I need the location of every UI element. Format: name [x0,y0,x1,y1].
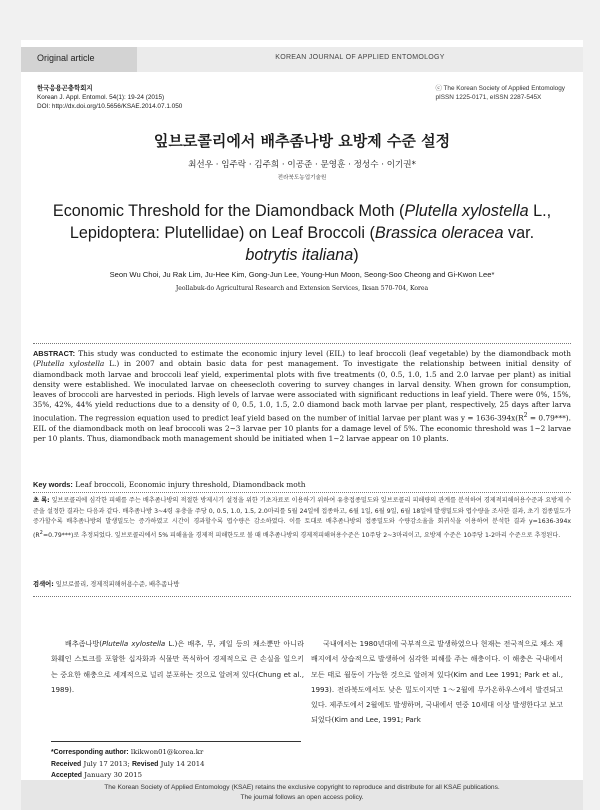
korean-keywords-label: 검색어: [33,581,54,588]
divider [33,596,571,597]
corresponding-email[interactable]: lkikwon01@korea.kr [128,748,204,756]
journal-korean-name: 한국응용곤충학회지 [37,85,93,92]
journal-name-bar [137,47,583,72]
copyright: ⓒ The Korean Society of Applied Entomology [435,85,565,92]
article-type: Original article [37,53,95,63]
english-affiliation: Jeollabuk-do Agricultural Research and Extension Services, Iksan 570-704, Korea [175,285,429,292]
abstract-label: ABSTRACT: [33,349,76,358]
korean-keywords: 검색어: 잎브로콜리, 경제적피해허용수준, 배추좀나방 [33,581,180,588]
korean-authors: 최선우 · 임주락 · 김주희 · 이공준 · 문영훈 · 정성수 · 이기권* [188,160,416,170]
footer-line-2: The journal follows an open access policy. [240,794,364,801]
copyright-footer [21,780,583,810]
article-type-tab [21,47,137,72]
citation-block [37,84,182,111]
issn: pISSN 1225-0171, eISSN 2287-545X [435,94,542,101]
divider [33,343,571,344]
abstract: ABSTRACT: This study was conducted to estimate the economic injury level (EIL) to leaf broccoli (leaf vegetable) by the diamondback moth (Plutella xylostella L.) in 2007 and obtain basic data for pest management. To investigate the relationship between initial density of diamondback moth larvae and broccoli leaf yield, experimental plots with five treatments (0, 0.5, 1.0, 1.5 and 2.0 larvae per plant) as initial density were established. We inoculated larvae on cheesecloth covering to survey changes in larval density. When grown for consumption, leaves of broccoli are harvested in periods. High levels of larvae were associated with significant reductions in leaf yield. There were 0%, 15%, 35%, 42%, 44% yield reductions due to a density of 0, 0.5, 1.0, 1.5, 2.0 diamond back moth larvae per plant, respectively, 25 days after larva inoculation. The regression equation used to predict leaf yield based on the number of initial larvae per plant was $y = 1636-394x(R^2 = 0.79***)$. EIL of the diamondback moth on leaf broccoli was 2~3 larvae per 10 plants for a damage level of 5%. The economic threshold was 1~2 larvae per 10 plants. Thus, diamondback moth management should be initiated when 1~2 larvae appear on 10 plants. [33,349,571,443]
body-column-right: 국내에서는 1980년대에 국부적으로 발생하였으나 현재는 전국적으로 채소 재배지에서 상습적으로 발생하여 심각한 피해를 주는 해충이다. 이 해충은 국내에서 모든 태로 월동이 가능한 것으로 알려져 있다(Kim and Lee 1991; Park et al., 1993). 전라북도에서도 낮은 밀도이지만 1～2월에 무가온하우스에서 발견되고 있다. 제주도에서 2월에도 발생하며, 국내에서 연중 10세대 이상 발생한다고 보고되었다(Kim and Lee, 1991; Park [311,639,563,725]
korean-abstract-label: 초 록: [33,497,50,504]
divider [33,492,571,493]
footer-line-1: The Korean Society of Applied Entomology (KSAE) retains the exclusive copyright to reproduce and distribute for all KSAE publications. [104,784,500,791]
journal-header [21,47,583,72]
korean-affiliation: 전라북도농업기술원 [277,175,327,181]
keywords: Key words: Leaf broccoli, Economic injury threshold, Diamondback moth [33,480,306,489]
correspondence-box: *Corresponding author: lkikwon01@korea.kr Received July 17 2013; Revised July 14 2014 Accepted January 30 2015 [51,741,301,782]
corresponding-author-label: *Corresponding author: [51,749,129,756]
doi-link[interactable]: DOI: http://dx.doi.org/10.5656/KSAE.2014.07.1.050 [37,103,183,110]
english-authors: Seon Wu Choi, Ju Rak Lim, Ju-Hee Kim, Gong-Jun Lee, Young-Hun Moon, Seong-Soo Cheong and Gi-Kwon Lee* [109,270,495,279]
korean-title: 잎브로콜리에서 배추좀나방 요방제 수준 설정 [153,132,451,150]
article-page [21,40,583,801]
korean-abstract: 초 록: 잎브로콜리에 심각한 피해를 주는 배추좀나방의 적절한 방제시기 설정을 위한 기초자료로 이용하기 위하여 유충접종밀도와 잎브로콜리 피해량의 관계를 분석하여 경제적피해허용수준과 요방제 수준을 설정한 결과는 다음과 같다. 배추좀나방 3~4령 유충을 주당 0, 0.5, 1.0, 1.5, 2.0마리를 5월 24일에 접종하고, 6월 1일, 6월 9일, 6월 18일에 발생밀도와 엽수량을 조사한 결과, 초기 접종밀도가 증가할수록 배추좀나방의 발생밀도는 증가하였고 시간이 경과할수록 엽수량은 감소하였다. 이를 토대로 배추좀나방의 접종밀도와 수량감소율을 회귀식을 이용하여 분석한 결과 y=1636-394x $(R^2=0.79***)$로 추정되었다. 잎브로콜리에서 5% 피해율을 경제적 피해한도로 볼 때 배추좀나방의 경제적피해허용수준은 10주당 2~3마리이고, 요방제 수준은 10주당 1-2마리 수준으로 추정된다. [33,497,571,539]
english-title: Economic Threshold for the Diamondback Moth (Plutella xylostella L., Lepidoptera: Plutellidae) on Leaf Broccoli (Brassica oleracea var. botrytis italiana) [52,202,552,264]
citation: Korean J. Appl. Entomol. 54(1): 19-24 (2015) [37,94,165,101]
body-column-left: 배추좀나방(Plutella xylostella L.)은 배추, 무, 케일 등의 채소뿐만 아니라 화훼인 스토크를 포함한 십자화과 식물만 폭식하여 경제적으로 큰 손실을 일으키는 중요한 해충으로 세계적으로 널리 분포하는 것으로 알려져 있다(Chung et al., 1989). [51,639,304,694]
keywords-label: Key words: [33,480,73,489]
journal-name: KOREAN JOURNAL OF APPLIED ENTOMOLOGY [275,54,445,61]
copyright-block [435,84,565,102]
